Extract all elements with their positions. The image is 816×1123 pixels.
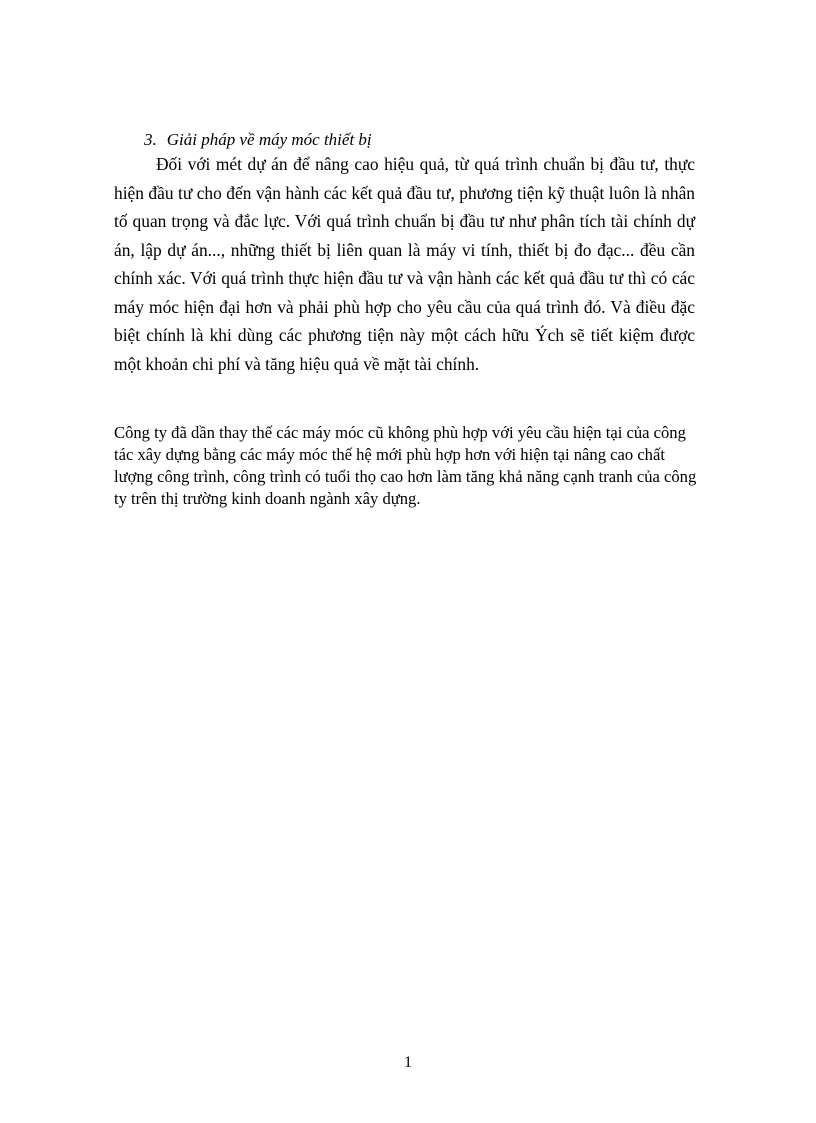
section-number: 3. (144, 130, 157, 149)
paragraph-equipment-role: Đối với mét dự án để nâng cao hiệu quả, từ quá trình chuẩn bị đầu tư, thực hiện đầu tư cho đến vận hành các kết quả đầu tư, phương tiện kỹ thuật luôn là nhân tố quan trọng và đắc lực. Với quá trình chuẩn bị đầu tư như phân tích tài chính dự án, lập dự án..., những thiết bị liên quan là máy vi tính, thiết bị đo đạc... đều cần chính xác. Với quá trình thực hiện đầu tư và vận hành các kết quả đầu tư thì có các máy móc hiện đại hơn và phải phù hợp cho yêu cầu của quá trình đó. Và điều đặc biệt chính là khi dùng các phương tiện này một cách hữu Ých sẽ tiết kiệm được một khoản chi phí và tăng hiệu quả về mặt tài chính. (114, 154, 695, 374)
section-heading (144, 128, 372, 152)
section-title: Giải pháp về máy móc thiết bị (166, 130, 372, 149)
page-number: 1 (404, 1054, 412, 1071)
paragraph-equipment-replacement: Công ty đã dần thay thế các máy móc cũ không phù hợp với yêu cầu hiện tại của công tác xây dựng bằng các máy móc thế hệ mới phù hợp hơn với hiện tại nâng cao chất lượng công trình, công trình có tuổi thọ cao hơn làm tăng khả năng cạnh tranh của công ty trên thị trường kinh doanh ngành xây dựng. (114, 423, 697, 508)
